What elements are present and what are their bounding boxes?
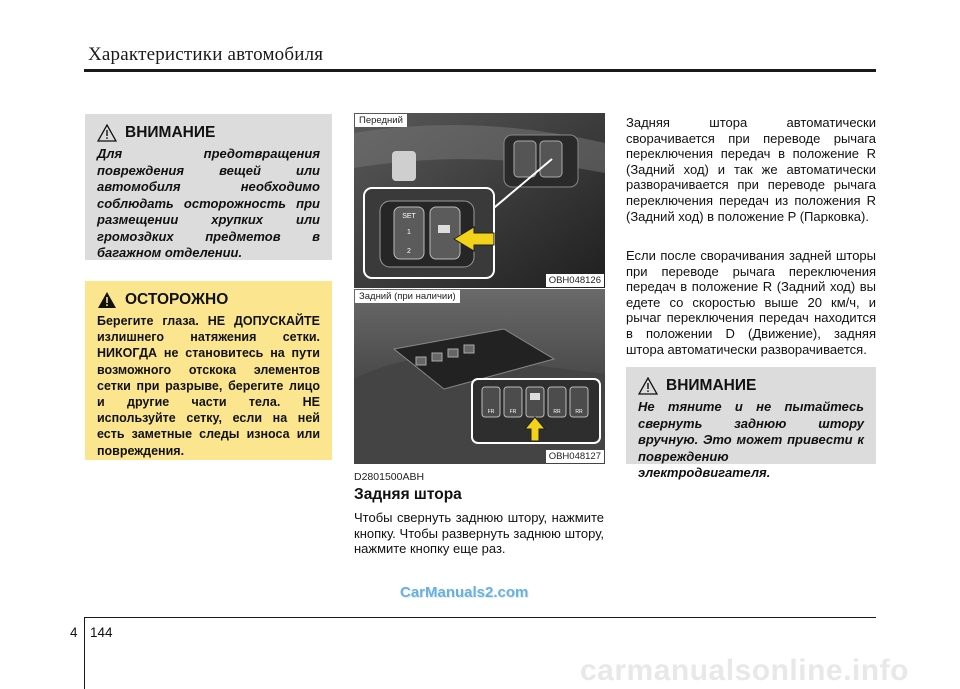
- front-door-panel-illustration: [354, 113, 605, 288]
- caution-text: Для предотвращения повреждения вещей или автомобиля необходимо соблюдать осторожность при размещении хрупких или громоздких предметов в багажном отделении.: [97, 146, 320, 260]
- figure-rear-label: Задний (при наличии): [355, 290, 460, 303]
- warning-triangle-filled-icon: [97, 291, 117, 309]
- header-rule: [84, 69, 876, 72]
- footer-vertical-rule: [84, 617, 85, 689]
- caution-title: ВНИМАНИЕ: [125, 124, 216, 141]
- footer-rule: [84, 617, 876, 618]
- right-paragraph-1: Задняя штора автоматически сворачивается при переводе рычага переключения передач в положение R (Задний ход) и так же автоматически разворачивается при переводе рычага переключения передач из положения R (Задний ход) в положение P (Парковка).: [626, 115, 876, 224]
- front-button-2-label: 2: [407, 248, 411, 255]
- warning-text: Берегите глаза. НЕ ДОПУСКАЙТЕ излишнего натяжения сетки. НИКОГДА не становитесь на пути возможного отскока элементов сетки при разрыве, берегите лицо и другие части тела. НЕ используйте сетку, если на ней есть заметные следы износа или повреждения.: [97, 314, 320, 458]
- warning-triangle-icon: [638, 377, 658, 395]
- rear-button-rr-2-label: RR: [575, 409, 583, 415]
- right-paragraph-2: Если после сворачивания задней шторы при переводе рычага переключения передач в положение R (Задний ход) вы едете со скоростью выше 20 км/ч, и рычаг переключения передач находится в положении D (Движение), задняя штора автоматически разворачивается.: [626, 248, 876, 357]
- page-header-title: Характеристики автомобиля: [88, 44, 324, 65]
- watermark-carmanuals2: CarManuals2.com: [400, 584, 529, 601]
- caution2-text: Не тяните и не пытайтесь свернуть заднюю штору вручную. Это может привести к повреждению электродвигателя.: [638, 399, 864, 480]
- caution-title-row: [97, 124, 320, 142]
- warning-triangle-icon: [97, 124, 117, 142]
- section-code: D2801500ABH: [354, 471, 425, 483]
- figure-front-code: OBH048126: [546, 274, 604, 287]
- front-button-set-label: SET: [402, 213, 416, 220]
- figure-rear-buttons: [354, 289, 605, 464]
- front-button-1-label: 1: [407, 229, 411, 236]
- warning-title: ОСТОРОЖНО: [125, 291, 229, 308]
- warning-title-row: [97, 291, 320, 309]
- page-number: 144: [90, 625, 113, 640]
- section-title: Задняя штора: [354, 486, 462, 503]
- figure-front-buttons: [354, 113, 605, 288]
- figure-front-label: Передний: [355, 114, 407, 127]
- warning-notice-net: [85, 281, 332, 460]
- caution2-title: ВНИМАНИЕ: [666, 377, 757, 394]
- figure-rear-code: OBH048127: [546, 450, 604, 463]
- rear-button-fr-2-label: FR: [509, 409, 517, 415]
- rear-button-fr-1-label: FR: [487, 409, 495, 415]
- caution-notice-curtain: [626, 367, 876, 480]
- rear-console-illustration: [354, 289, 605, 464]
- watermark-carmanualsonline: carmanualsonline.info: [580, 654, 909, 687]
- rear-button-rr-1-label: RR: [553, 409, 561, 415]
- caution-notice-cargo: [85, 114, 332, 260]
- chapter-number: 4: [70, 625, 78, 640]
- section-body: Чтобы свернуть заднюю штору, нажмите кнопку. Чтобы развернуть заднюю штору, нажмите кнопку еще раз.: [354, 510, 604, 557]
- caution2-title-row: [638, 377, 864, 395]
